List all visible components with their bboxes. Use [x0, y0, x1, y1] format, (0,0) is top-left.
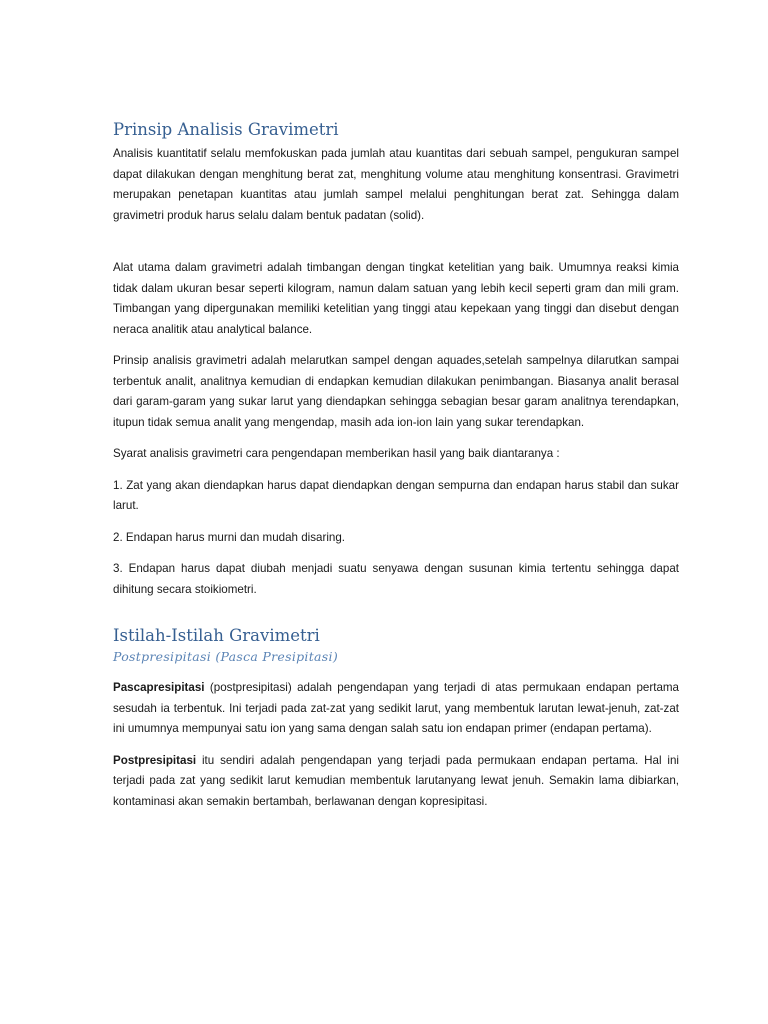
section-heading-prinsip: Prinsip Analisis Gravimetri	[113, 120, 339, 139]
term-pascapresipitasi: Pascapresipitasi	[113, 681, 205, 694]
list-item-2: 2. Endapan harus murni dan mudah disaring.	[113, 530, 346, 544]
list-item-3: 3. Endapan harus dapat diubah menjadi suatu senyawa dengan susunan kimia tertentu sehingga dapat dihitung secara stoikiometri.	[113, 562, 679, 596]
subheading-postpresipitasi: Postpresipitasi (Pasca Presipitasi)	[113, 649, 338, 664]
paragraph-syarat: Syarat analisis gravimetri cara pengendapan memberikan hasil yang baik diantaranya :	[113, 447, 560, 460]
term-postpresipitasi: Postpresipitasi	[113, 753, 197, 767]
document-content	[113, 118, 679, 812]
paragraph-analisis-kuantitatif: Analisis kuantitatif selalu memfokuskan pada jumlah atau kuantitas dari sebuah sampel, pengukuran sampel dapat dilakukan dengan menghitung berat zat, menghitung volume atau menghitung konsentrasi. Gravimetri merupakan penetapan kuantitas atau jumlah sampel melalui penghitungan berat zat. Sehingga dalam gravimetri produk harus selalu dalam bentuk padatan (solid).	[113, 147, 679, 222]
paragraph-postpresipitasi-text: itu sendiri adalah pengendapan yang terjadi pada permukaan endapan pertama. Hal ini terjadi pada zat yang sedikit larut kemudian membentuk larutanyang lewat jenuh. Semakin lama dibiarkan, kontaminasi akan semakin bertambah, berlawanan dengan kopresipitasi.	[113, 753, 679, 808]
paragraph-pascapresipitasi	[113, 678, 679, 740]
section-heading-istilah: Istilah-Istilah Gravimetri	[113, 626, 320, 645]
paragraph-alat-utama: Alat utama dalam gravimetri adalah timbangan dengan tingkat ketelitian yang baik. Umumnya reaksi kimia tidak dalam ukuran besar seperti kilogram, namun dalam satuan yang lebih kecil seperti gram dan mili gram. Timbangan yang dipergunakan memiliki ketelitian yang tinggi atau kepekaan yang tinggi dan disebut dengan neraca analitik atau analytical balance.	[113, 261, 679, 336]
paragraph-prinsip-analisis: Prinsip analisis gravimetri adalah melarutkan sampel dengan aquades,setelah sampelnya dilarutkan sampai terbentuk analit, analitnya kemudian di endapkan kemudian dilakukan penimbangan. Biasanya analit berasal dari garam-garam yang sukar larut yang diendapkan sehingga sebagian besar garam analitnya terendapkan, itupun tidak semua analit yang mengendap, masih ada ion-ion lain yang sukar terendapkan.	[113, 354, 679, 429]
paragraph-postpresipitasi	[113, 751, 679, 813]
list-item-1: 1. Zat yang akan diendapkan harus dapat diendapkan dengan sempurna dan endapan harus stabil dan sukar larut.	[113, 478, 679, 512]
paragraph-pascapresipitasi-text: (postpresipitasi) adalah pengendapan yang terjadi di atas permukaan endapan pertama sesudah ia terbentuk. Ini terjadi pada zat-zat yang sedikit larut, yang membentuk larutan lewat-jenuh, zat-zat ini umumnya mempunyai satu ion yang sama dengan salah satu ion endapan primer (endapan pertama).	[113, 681, 679, 735]
